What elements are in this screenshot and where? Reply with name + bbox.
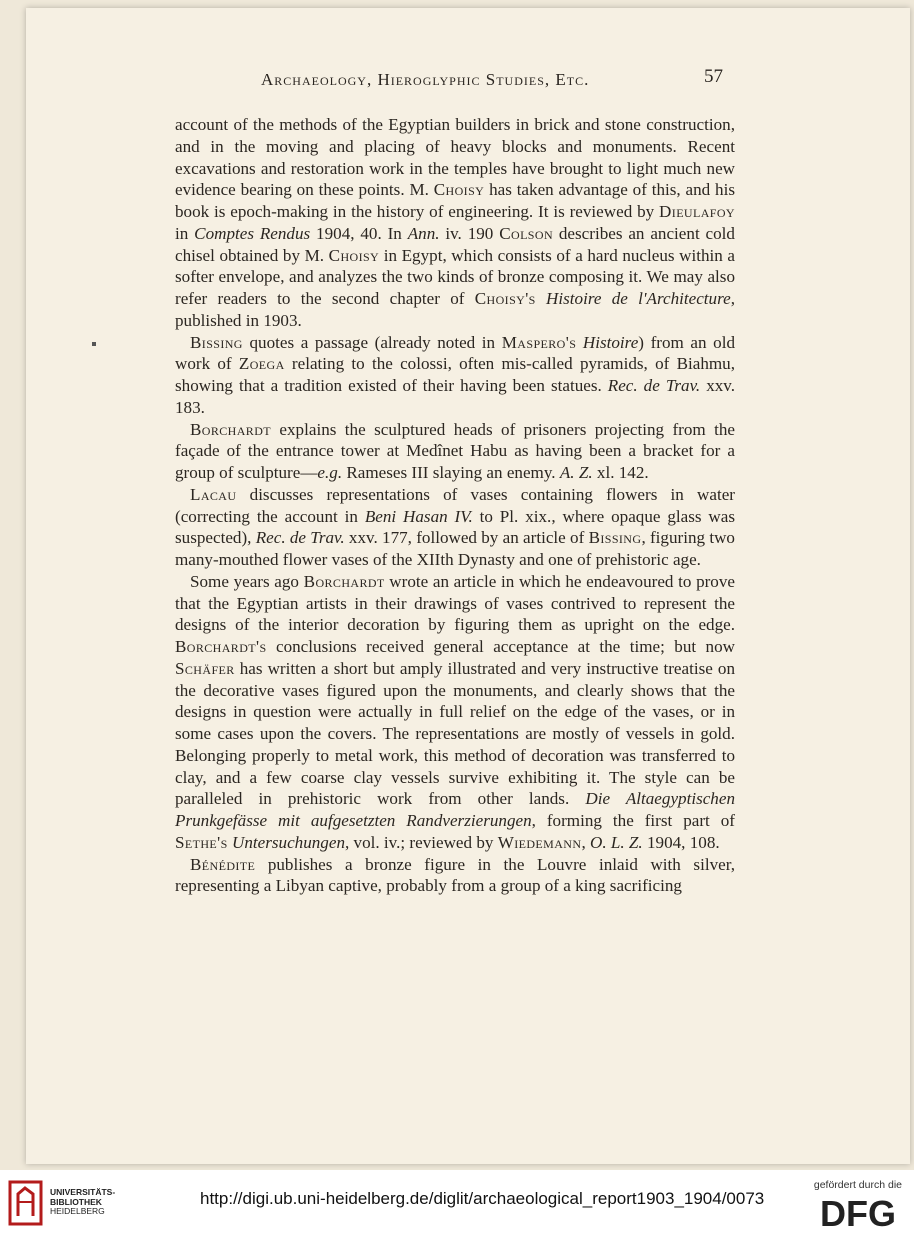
citation: Histoire de l'Architecture <box>546 289 731 308</box>
author-name: Schäfer <box>175 658 235 678</box>
svg-text:DFG: DFG <box>820 1196 896 1230</box>
dfg-logo-icon[interactable] <box>812 1196 904 1230</box>
citation: Ann. <box>407 223 440 243</box>
author-name: Borchardt's <box>175 637 267 656</box>
university-library-logo-icon[interactable] <box>8 1180 43 1226</box>
citation: Histoire <box>582 332 639 352</box>
author-name: Borchardt <box>190 419 272 439</box>
citation: Untersuchungen <box>232 832 345 852</box>
author-name: Choisy <box>328 245 380 265</box>
author-name: Sethe's <box>175 832 228 852</box>
paragraph-schafer-vases: Some years ago Borchardt wrote an article in which he endeavoured to prove that the Egyptian artists in their drawings of vases contrived to represent the designs of the interior decoration by figuring them as upright on the edge. Borchardt's conclusions received general acceptance at the time; but now Schäfer has written a short but amply illustrated and very instructive treatise on the decorative vases figured upon the monuments, and clearly shows that the designs in question were actually in full relief on the edge of the vases, or in some cases upon the covers. The representations are mostly of vessels in gold. Belonging properly to metal work, this method of decoration was transferred to clay, and a few coarse clay vessels survive exhibiting it. The style can be paralleled in prehistoric work from other lands. Die Altaegyptischen Prunkgefässe mit aufgesetzten Randverzierungen, forming the first part of Sethe's Untersuchungen, vol. iv.; reviewed by Wiedemann, O. L. Z. 1904, 108. <box>175 571 735 852</box>
author-name: Borchardt <box>303 571 385 591</box>
author-name: Lacau <box>190 484 237 504</box>
author-name: Bénédite <box>190 854 256 874</box>
permalink-url[interactable]: http://digi.ub.uni-heidelberg.de/diglit/archaeological_report1903_1904/0073 <box>200 1189 765 1208</box>
author-name: Zoega <box>238 354 285 374</box>
author-name: Choisy <box>433 180 485 200</box>
author-name: Colson <box>499 223 554 243</box>
page-header <box>175 62 735 92</box>
citation: O. L. Z. <box>589 832 643 852</box>
funder-caption: gefördert durch die <box>813 1179 902 1191</box>
author-name: Choisy's <box>474 289 536 308</box>
author-name: Bissing <box>190 332 243 352</box>
paragraph-borchardt-medinet-habu: Borchardt explains the sculptured heads of prisoners projecting from the façade of the entrance tower at Medînet Habu as having been a bracket for a group of sculpture—e.g. Rameses III slaying an enemy. A. Z. xl. 142. <box>175 419 735 482</box>
author-name: Dieulafoy <box>659 202 735 221</box>
citation: e.g. <box>317 463 343 482</box>
citation: Rec. de Trav. <box>607 376 701 395</box>
citation: Comptes Rendus <box>194 223 311 243</box>
paragraph-bissing-colossi: Bissing quotes a passage (already noted in Maspero's Histoire) from an old work of Zoega relating to the colossi, often mis-called pyramids, of Biahmu, showing that a tradition existed of their having been statues. Rec. de Trav. xxv. 183. <box>175 332 736 417</box>
paragraph-benedite-bronze: Bénédite publishes a bronze figure in the Louvre inlaid with silver, representing a Libyan captive, probably from a group of a king sacrificing <box>175 854 735 896</box>
author-name: Wiedemann <box>497 832 582 852</box>
citation: Rec. de Trav. <box>255 528 345 548</box>
citation: Die Altaegyptischen Prunkgefässe mit aufgesetzten Randverzierungen <box>175 789 735 830</box>
page-number: 57 <box>704 66 723 87</box>
citation: Beni Hasan IV. <box>364 506 473 526</box>
author-name: Bissing <box>588 528 642 548</box>
library-name: UNIVERSITÄTS- BIBLIOTHEK HEIDELBERG <box>50 1187 116 1216</box>
viewer-footer <box>0 1170 914 1237</box>
margin-mark <box>92 342 96 346</box>
citation: A. Z. <box>559 463 593 482</box>
author-name: Maspero's <box>501 332 577 352</box>
paragraph-construction-methods: account of the methods of the Egyptian builders in brick and stone construction, and in the moving and placing of heavy blocks and monuments. Recent excavations and restoration work in the temples have brought to light much new evidence bearing on these points. M. Choisy has taken advantage of this, and his book is epoch-making in the history of engineering. It is reviewed by Dieulafoy in Comptes Rendus 1904, 40. In Ann. iv. 190 Colson describes an ancient cold chisel obtained by M. Choisy in Egypt, which consists of a hard nucleus within a softer envelope, and analyzes the two kinds of bronze composing it. We may also refer readers to the second chapter of Choisy's Histoire de l'Architecture, published in 1903. <box>175 115 735 330</box>
paragraph-lacau-vases: Lacau discusses representations of vases containing flowers in water (correcting the account in Beni Hasan IV. to Pl. xix., where opaque glass was suspected), Rec. de Trav. xxv. 177, followed by an article of Bissing, figuring two many-mouthed flower vases of the XIIth Dynasty and one of prehistoric age. <box>175 484 735 569</box>
body-text <box>175 114 735 897</box>
running-head: Archaeology, Hieroglyphic Studies, Etc. <box>261 70 590 89</box>
